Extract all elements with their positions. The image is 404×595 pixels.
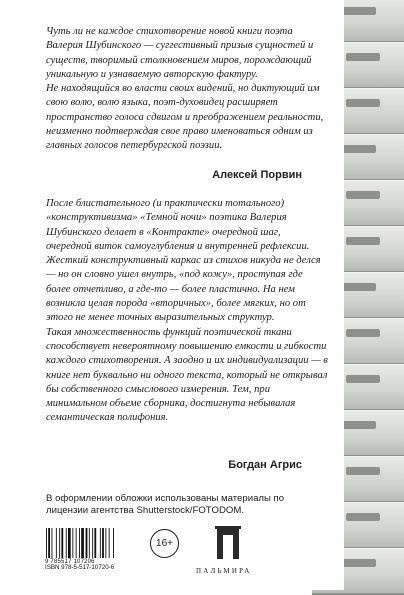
barcode-digits: 9 785517 107206 — [45, 559, 95, 565]
drawer-handle — [342, 145, 376, 153]
review-2-text — [46, 197, 328, 426]
drawer-handle — [346, 237, 380, 245]
review-1-paragraph: Чуть ли не каждое стихотворение новой книги поэта Валерия Шубинского — суггестивный призыв сущностей и существ, творимый столкновением миров, порождающий уникальную и узнаваемую авторскую фактуру. — [46, 26, 314, 80]
drawer-handle — [346, 513, 380, 521]
isbn-number: ISBN 978-5-517-10720-6 — [45, 564, 115, 571]
review-1-text — [46, 25, 328, 154]
drawer-handle — [342, 559, 376, 567]
review-1-author: Алексей Порвин — [212, 169, 302, 181]
review-2-author: Богдан Агрис — [228, 459, 302, 471]
publisher-logo-icon — [213, 525, 243, 560]
drawer-handle — [346, 375, 380, 383]
drawer-handle — [346, 53, 380, 61]
drawer-handle — [342, 7, 376, 15]
drawer-handle — [342, 421, 376, 429]
drawer-handle — [346, 467, 380, 475]
drawer-handle — [346, 99, 380, 107]
age-rating-badge — [150, 529, 179, 558]
publisher-name: ПАЛЬМИРА — [196, 567, 252, 575]
age-rating-label: 16+ — [156, 538, 173, 549]
review-2-paragraph: Жесткий конструктивный каркас из стихов никуда не делся — но он словно ушел внутрь, «под кожу», проступая где более отчетливо, а где-то — более пластично. На нем возникла целая порода «вторичных», более мягких, но от этого не менее точных выразительных структур. — [46, 255, 321, 324]
drawer-handle — [346, 329, 380, 337]
review-2-paragraph: После блистательного (и практически тотального) «конструктивизма» «Темной ночи» поэтика Валерия Шубинского делает в «Контракте» очередной шаг, очередной виток самоуглубления и внутренней рефлексии. — [46, 198, 310, 252]
review-2-paragraph: Такая множественность функций поэтической ткани способствует невероятному повышению емкости и гибкости каждого стихотворения. А заодно и их индивидуализации — в книге нет буквально ни одного текста, который не открывал бы собственного смыслового измерения. Тем, при минимальном объеме сборника, достигнута небывалая семантическая полифония. — [46, 326, 328, 424]
review-1-paragraph: Не находящийся во власти своих видений, но диктующий им свою волю, волю языка, поэт-духовидец расширяет пространство голоса сдвигом и преображением реальности, неизменно подтверждая свое право именоваться одним из главных голосов петербургской поэзии. — [46, 83, 324, 152]
drawer-handle — [342, 283, 376, 291]
drawer-handle — [346, 191, 380, 199]
cover-credits: В оформлении обложки использованы материалы по лицензии агентства Shutterstock/FOTODOM. — [46, 493, 285, 516]
